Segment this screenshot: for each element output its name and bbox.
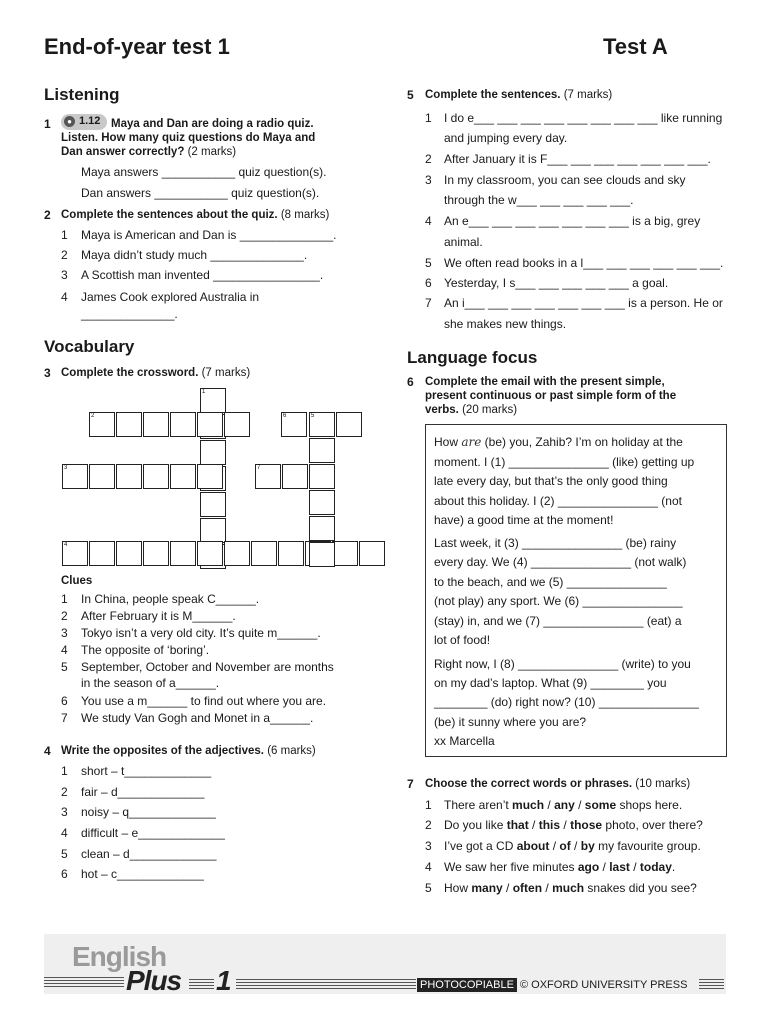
q5-item: I do e___ ___ ___ ___ ___ ___ ___ ___ like running	[444, 111, 723, 125]
email-line: ________ (do) right now? (10) _______________	[434, 695, 699, 709]
q7-item	[444, 881, 697, 896]
q5-item-continued: through the w___ ___ ___ ___ ___.	[444, 193, 634, 207]
crossword-cell[interactable]	[278, 541, 304, 566]
q4-item: fair – d_____________	[81, 785, 205, 799]
publisher: © OXFORD UNIVERSITY PRESS	[520, 979, 688, 991]
crossword-cell[interactable]	[143, 541, 169, 566]
crossword-cell[interactable]	[170, 541, 196, 566]
email-line: late every day, but that’s the only good thing	[434, 474, 668, 488]
footer-stripes-left	[44, 977, 124, 989]
crossword-cell[interactable]	[332, 541, 358, 566]
option-word[interactable]: of	[559, 839, 571, 853]
q2-marks: (8 marks)	[280, 209, 330, 221]
email-line: to the beach, and we (5) _______________	[434, 575, 667, 589]
q7-item	[444, 860, 675, 875]
q6-instruction-3: verbs.	[425, 404, 459, 416]
q6-marks: (20 marks)	[462, 404, 518, 416]
cd-icon: ●	[64, 116, 75, 127]
email-line: about this holiday. I (2) _______________ (not	[434, 494, 682, 508]
crossword-cell[interactable]	[200, 518, 226, 543]
sentence-text: photo, over there?	[602, 818, 703, 832]
crossword-cell[interactable]	[197, 464, 223, 489]
email-line: moment. I (1) _______________ (like) getting up	[434, 455, 695, 469]
option-word[interactable]: those	[570, 818, 603, 832]
q1-number: 1	[44, 117, 51, 131]
footer-stripes-mid	[189, 979, 214, 991]
q4-item-number: 2	[61, 785, 68, 799]
email-line: every day. We (4) _______________ (not walk)	[434, 555, 687, 569]
option-word[interactable]: any	[554, 798, 575, 812]
sentence-text: /	[544, 798, 555, 812]
q5-item-number: 1	[425, 111, 432, 125]
clue-number: 6	[61, 694, 68, 708]
q5-item-number: 3	[425, 173, 432, 187]
q2-item-number: 2	[61, 248, 68, 262]
option-word[interactable]: last	[609, 860, 630, 874]
crossword-cell[interactable]	[309, 516, 335, 541]
q2-instruction: Complete the sentences about the quiz.	[61, 209, 278, 221]
q7-item-number: 1	[425, 798, 432, 812]
sentence-text: /	[542, 881, 553, 895]
crossword-clue-number: 3	[64, 465, 68, 471]
page-title: End-of-year test 1	[44, 34, 230, 59]
crossword-cell[interactable]	[224, 541, 250, 566]
q7-instruction: Choose the correct words or phrases.	[425, 778, 633, 790]
q4-marks: (6 marks)	[267, 745, 316, 757]
crossword-cell[interactable]	[170, 464, 196, 489]
crossword-clue-number: 4	[64, 542, 68, 548]
option-word[interactable]: about	[516, 839, 550, 853]
crossword-cell[interactable]	[251, 541, 277, 566]
clue-number: 1	[61, 592, 68, 606]
q7-item	[444, 839, 701, 854]
audio-badge[interactable]	[61, 114, 107, 130]
q6-number: 6	[407, 375, 414, 389]
q4-item-number: 5	[61, 847, 68, 861]
test-label: Test A	[603, 34, 668, 59]
option-word[interactable]: today	[639, 860, 672, 874]
brand-plus: Plus	[126, 965, 182, 996]
clue-text: September, October and November are months	[81, 660, 334, 674]
q5-item: An e___ ___ ___ ___ ___ ___ ___ is a big, grey	[444, 214, 701, 228]
q2-item: James Cook explored Australia in	[81, 290, 260, 304]
crossword-cell[interactable]	[116, 412, 142, 437]
q4-item: hot – c_____________	[81, 867, 204, 881]
clue-text: You use a m______ to find out where you are.	[81, 694, 327, 708]
email-line: have) a good time at the moment!	[434, 513, 614, 527]
q2-item-number: 3	[61, 268, 68, 282]
email-box	[425, 424, 727, 757]
clue-text: Tokyo isn’t a very old city. It’s quite m______.	[81, 626, 321, 640]
q5-marks: (7 marks)	[563, 89, 613, 101]
q5-item: In my classroom, you can see clouds and sky	[444, 173, 686, 187]
sentence-text: .	[671, 860, 676, 874]
q4-item: noisy – q_____________	[81, 805, 216, 819]
sentence-text: shops here.	[616, 798, 683, 812]
clue-number: 7	[61, 711, 68, 725]
q5-item-continued: she makes new things.	[444, 317, 567, 331]
q1-instruction-2: Listen. How many quiz questions do Maya and	[61, 132, 316, 144]
q7-number: 7	[407, 777, 414, 791]
listening-heading: Listening	[44, 85, 120, 104]
q1-line-maya: Maya answers ___________ quiz question(s).	[81, 165, 327, 179]
sentence-text: /	[502, 881, 513, 895]
q2-item: A Scottish man invented ________________.	[81, 268, 324, 282]
sentence-text: /	[599, 860, 610, 874]
crossword-cell[interactable]	[116, 464, 142, 489]
q5-item: After January it is F___ ___ ___ ___ ___ ___ ___.	[444, 152, 711, 166]
q5-item: An i___ ___ ___ ___ ___ ___ ___ is a person. He or	[444, 296, 723, 310]
q1-instruction-3: Dan answer correctly?	[61, 146, 185, 158]
option-word[interactable]: often	[512, 881, 543, 895]
q7-item-number: 2	[425, 818, 432, 832]
crossword-cell[interactable]	[89, 464, 115, 489]
q7-item-number: 5	[425, 881, 432, 895]
clues-heading: Clues	[61, 575, 93, 587]
option-word[interactable]: that	[506, 818, 529, 832]
email-line: Last week, it (3) _______________ (be) rainy	[434, 536, 677, 550]
email-signature: xx Marcella	[434, 734, 495, 748]
email-line: Right now, I (8) _______________ (write) to you	[434, 657, 691, 671]
q5-item: We often read books in a l___ ___ ___ ___ ___ ___.	[444, 256, 724, 270]
photocopiable-badge: PHOTOCOPIABLE	[417, 978, 517, 992]
q4-item: short – t_____________	[81, 764, 212, 778]
crossword-cell[interactable]	[116, 541, 142, 566]
sentence-text: /	[549, 839, 560, 853]
sentence-text: /	[528, 818, 539, 832]
q5-item: Yesterday, I s___ ___ ___ ___ ___ a goal.	[444, 276, 669, 290]
sentence-text: How	[444, 881, 472, 895]
option-word[interactable]: much	[552, 881, 585, 895]
q5-item-continued: and jumping every day.	[444, 131, 568, 145]
q2-number: 2	[44, 208, 51, 222]
sentence-text: We saw her five minutes	[444, 860, 578, 874]
email-text: How	[434, 435, 462, 449]
q4-item-number: 1	[61, 764, 68, 778]
sentence-text: snakes did you see?	[584, 881, 697, 895]
crossword-clue-number: 1	[202, 389, 206, 395]
email-line: (not play) any sport. We (6) _______________	[434, 594, 683, 608]
q4-item-number: 6	[61, 867, 68, 881]
q4-item: difficult – e_____________	[81, 826, 225, 840]
q7-item-number: 3	[425, 839, 432, 853]
q1-instruction-1: Maya and Dan are doing a radio quiz.	[111, 118, 314, 130]
sentence-text: There aren’t	[444, 798, 513, 812]
q1-marks: (2 marks)	[187, 146, 237, 158]
option-word[interactable]: this	[538, 818, 561, 832]
sentence-text: /	[574, 798, 585, 812]
option-word[interactable]: ago	[577, 860, 600, 874]
crossword-cell[interactable]	[197, 541, 223, 566]
q5-item-number: 5	[425, 256, 432, 270]
crossword-cell[interactable]	[336, 412, 362, 437]
example-answer: are	[461, 435, 482, 449]
q4-number: 4	[44, 744, 51, 758]
clue-text: We study Van Gogh and Monet in a______.	[81, 711, 314, 725]
q5-instruction: Complete the sentences.	[425, 89, 561, 101]
language-focus-heading: Language focus	[407, 348, 538, 367]
q2-item-number: 1	[61, 228, 68, 242]
crossword-cell[interactable]	[309, 542, 335, 567]
email-line: (be) it sunny where you are?	[434, 715, 587, 729]
clue-text: After February it is M______.	[81, 609, 236, 623]
clue-number: 3	[61, 626, 68, 640]
q1-line-dan: Dan answers ___________ quiz question(s).	[81, 186, 320, 200]
q7-marks: (10 marks)	[635, 778, 691, 790]
email-line	[434, 435, 683, 450]
email-line: lot of food!	[434, 633, 491, 647]
crossword-cell[interactable]	[200, 440, 226, 465]
q5-number: 5	[407, 88, 414, 102]
q5-item-number: 6	[425, 276, 432, 290]
crossword-cell[interactable]	[200, 492, 226, 517]
option-word[interactable]: much	[512, 798, 545, 812]
crossword-cell[interactable]	[143, 412, 169, 437]
sentence-text: /	[629, 860, 640, 874]
clue-number: 2	[61, 609, 68, 623]
q4-instruction: Write the opposites of the adjectives.	[61, 745, 264, 757]
option-word[interactable]: some	[584, 798, 617, 812]
sentence-text: Do you like	[444, 818, 507, 832]
crossword-clue-number: 5	[311, 413, 315, 419]
q5-item-number: 7	[425, 296, 432, 310]
crossword-cell[interactable]	[309, 490, 335, 515]
crossword-cell[interactable]	[309, 464, 335, 489]
crossword-cell[interactable]	[143, 464, 169, 489]
clue-text: In China, people speak C______.	[81, 592, 260, 606]
email-line: (stay) in, and we (7) _______________ (eat) a	[434, 614, 682, 628]
clue-number: 5	[61, 660, 68, 674]
crossword-clue-number: 6	[283, 413, 287, 419]
q5-item-continued: animal.	[444, 235, 483, 249]
brand-english: English	[72, 941, 167, 972]
q5-item-number: 2	[425, 152, 432, 166]
q2-item-number: 4	[61, 290, 68, 304]
sentence-text: /	[570, 839, 581, 853]
vocabulary-heading: Vocabulary	[44, 337, 135, 356]
clue-text-continued: in the season of a______.	[81, 676, 220, 690]
email-line: on my dad’s laptop. What (9) ________ you	[434, 676, 667, 690]
q3-instruction: Complete the crossword.	[61, 367, 199, 379]
q5-item-number: 4	[425, 214, 432, 228]
sentence-text: I’ve got a CD	[444, 839, 517, 853]
q3-marks: (7 marks)	[201, 367, 251, 379]
clue-text: The opposite of ‘boring’.	[81, 643, 210, 657]
sentence-text: /	[560, 818, 571, 832]
audio-track-number: 1.12	[79, 115, 101, 127]
q4-item-number: 3	[61, 805, 68, 819]
brand-level: 1	[216, 965, 232, 996]
option-word[interactable]: many	[471, 881, 503, 895]
q6-instruction-2: present continuous or past simple form of the	[425, 390, 677, 402]
crossword-cell[interactable]	[309, 438, 335, 463]
clue-number: 4	[61, 643, 68, 657]
q3-number: 3	[44, 366, 51, 380]
crossword-cell[interactable]	[282, 464, 308, 489]
crossword-cell[interactable]	[224, 412, 250, 437]
q4-item: clean – d_____________	[81, 847, 217, 861]
q6-instruction-1: Complete the email with the present simple,	[425, 376, 665, 388]
crossword-clue-number: 2	[91, 413, 95, 419]
q7-item	[444, 798, 682, 813]
option-word[interactable]: by	[580, 839, 595, 853]
q2-item-continued: ______________.	[81, 307, 178, 321]
crossword-cell[interactable]	[197, 412, 223, 437]
sentence-text: my favourite group.	[594, 839, 701, 853]
footer-stripes-right	[236, 979, 416, 991]
q2-item: Maya is American and Dan is ______________.	[81, 228, 337, 242]
crossword-cell[interactable]	[359, 541, 385, 566]
q2-item: Maya didn’t study much ______________.	[81, 248, 308, 262]
footer-credit	[417, 979, 687, 991]
q7-item-number: 4	[425, 860, 432, 874]
email-text: (be) you, Zahib? I’m on holiday at the	[481, 435, 683, 449]
q7-item	[444, 818, 703, 833]
crossword-cell[interactable]	[89, 541, 115, 566]
q4-item-number: 4	[61, 826, 68, 840]
footer-stripes-end	[699, 979, 724, 991]
crossword-clue-number: 7	[257, 465, 261, 471]
crossword-cell[interactable]	[170, 412, 196, 437]
